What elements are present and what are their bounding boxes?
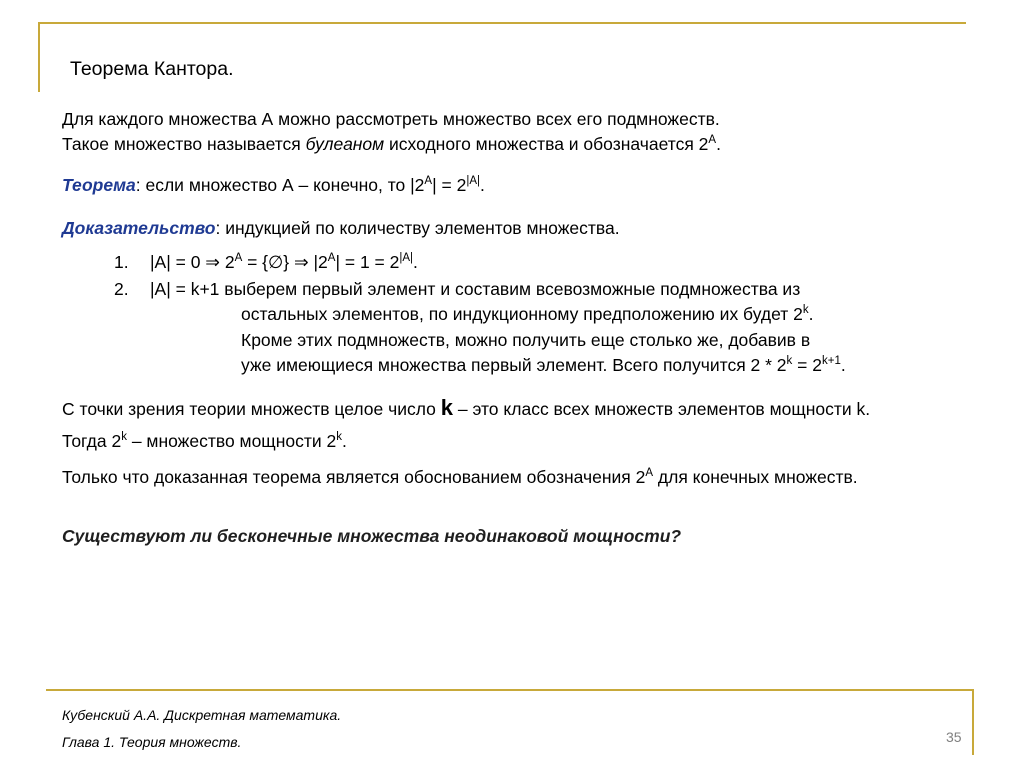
right-rule xyxy=(972,689,974,755)
proof-step-2-line-2: остальных элементов, по индукционному предположению их будет 2$^k$. xyxy=(241,304,814,324)
bottom-rule xyxy=(46,689,974,691)
paragraph-integer-k: С точки зрения теории множеств целое число k – это класс всех множеств элементов мощности k. xyxy=(62,395,871,420)
theorem-label: Теорема xyxy=(62,175,136,195)
closing-question: Существуют ли бесконечные множества неодинаковой мощности? xyxy=(62,526,682,546)
intro-line-2: Такое множество называется булеаном исходного множества и обозначается $2^A$. xyxy=(62,134,721,154)
proof-step-2-line-4: уже имеющиеся множества первый элемент. Всего получится $2 * 2^k = 2^{k+1}$. xyxy=(241,355,846,375)
paragraph-2k: Тогда 2$^k$ – множество мощности 2$^k$. xyxy=(62,431,347,451)
proof-step-2-line-1: 2. |A| = k+1 выберем первый элемент и составим всевозможные подмножества из xyxy=(114,279,801,299)
paragraph-justification: Только что доказанная теорема является обоснованием обозначения $2^A$ для конечных множеств. xyxy=(62,467,858,487)
intro-line-1: Для каждого множества А можно рассмотреть множество всех его подмножеств. xyxy=(62,109,720,129)
slide-title: Теорема Кантора. xyxy=(70,58,234,80)
proof-label: Доказательство xyxy=(62,218,216,238)
term-boolean: булеаном xyxy=(305,134,385,154)
proof-statement: Доказательство: индукцией по количеству элементов множества. xyxy=(62,218,620,238)
bold-k: k xyxy=(440,395,453,420)
page-number: 35 xyxy=(946,729,962,745)
footer-chapter: Глава 1. Теория множеств. xyxy=(62,734,242,750)
footer-author: Кубенский А.А. Дискретная математика. xyxy=(62,707,342,723)
left-rule xyxy=(38,22,40,92)
top-rule xyxy=(38,22,966,24)
proof-step-2-line-3: Кроме этих подмножеств, можно получить еще столько же, добавив в xyxy=(241,330,811,350)
proof-step-1: 1. |A| = 0 ⇒ $2^A$ = {∅} ⇒ $|2^A| = 1 = 2^{|A|}$. xyxy=(114,252,418,272)
theorem-statement: Теорема: если множество А – конечно, то $|2^A| = 2^{|A|}$. xyxy=(62,175,485,195)
